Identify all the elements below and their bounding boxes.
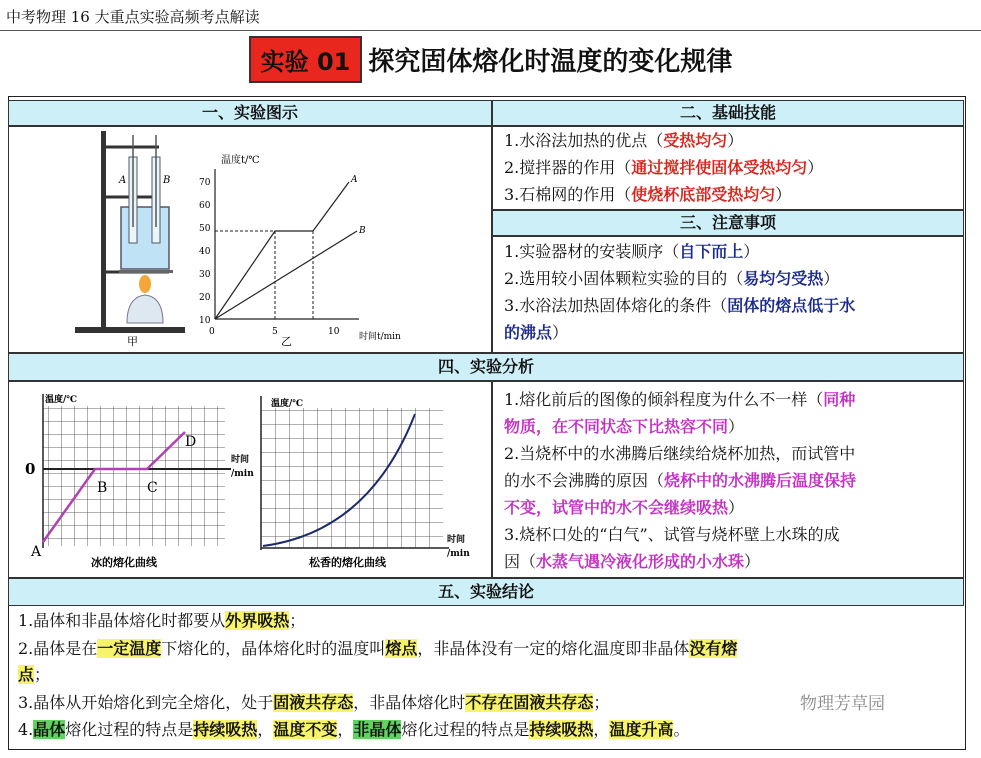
stand-base — [75, 327, 185, 333]
ice-melting-graph — [25, 393, 254, 569]
header-text: 中考物理 16 大重点实验高频考点解读 — [6, 8, 260, 26]
label-yi: 乙 — [281, 335, 292, 348]
ice-ylabel: 温度/℃ — [45, 395, 78, 405]
ice-xlabel: 时间 — [231, 455, 250, 465]
conclusion-1: 1.晶体和非晶体熔化时都要从外界吸热； — [18, 611, 306, 630]
section-header-conclusion: 五、实验结论 — [8, 578, 964, 606]
page-title — [0, 36, 981, 86]
flame — [139, 275, 151, 293]
analysis-1-cont: 物质，在不同状态下比热容不同） — [504, 417, 745, 436]
graph-xlabel: 时间t/min — [359, 332, 401, 342]
point-d: D — [185, 434, 197, 450]
xtick: 0 — [209, 327, 215, 337]
ytick: 30 — [199, 270, 211, 280]
skill-3: 3.石棉网的作用（使烧杯底部受热均匀） — [504, 185, 792, 204]
note-3: 3.水浴法加热固体熔化的条件（固体的熔点低于水 — [504, 296, 856, 315]
beaker — [121, 207, 169, 269]
melting-curves-figure — [9, 382, 491, 577]
tube-a-label: A — [119, 175, 127, 186]
ice-zero-label: 0 — [25, 460, 36, 478]
apparatus-figure — [9, 127, 491, 352]
rosin-caption: 松香的熔化曲线 — [309, 556, 386, 569]
stand-rod — [101, 131, 106, 331]
ytick: 70 — [199, 178, 211, 188]
conclusion-4: 4.晶体熔化过程的特点是持续吸热，温度不变，非晶体熔化过程的特点是持续吸热，温度升高。 — [18, 720, 690, 739]
skill-1: 1.水浴法加热的优点（受热均匀） — [504, 131, 744, 150]
rosin-ylabel: 温度/℃ — [271, 399, 304, 409]
ytick: 10 — [199, 316, 211, 326]
ytick: 20 — [199, 293, 211, 303]
tube-b-label: B — [163, 175, 171, 186]
temp-graph-yi — [199, 153, 401, 348]
analysis-3: 3.烧杯口处的“白气”、试管与烧杯壁上水珠的成 — [504, 525, 840, 544]
label-jia: 甲 — [127, 335, 138, 348]
watermark: 物理芳草园 — [800, 694, 885, 714]
ytick: 40 — [199, 247, 211, 257]
conclusion-2-cont: 点； — [18, 665, 51, 684]
analysis-2-cont2: 不变，试管中的水不会继续吸热） — [504, 498, 745, 517]
ytick: 50 — [199, 224, 211, 234]
analysis-2: 2.当烧杯中的水沸腾后继续给烧杯加热，而试管中 — [504, 444, 856, 463]
conclusion-2: 2.晶体是在一定温度下熔化的，晶体熔化时的温度叫熔点，非晶体没有一定的熔化温度即非晶体没有熔 — [18, 639, 738, 658]
analysis-3-cont: 因（水蒸气遇冷液化形成的小水珠） — [504, 552, 761, 571]
note-2: 2.选用较小固体颗粒实验的目的（易均匀受热） — [504, 269, 840, 288]
analysis-2-cont: 的水不会沸腾的原因（烧杯中的水沸腾后温度保持 — [504, 471, 857, 490]
section-header-analysis: 四、实验分析 — [8, 353, 964, 381]
title-badge: 实验 01 — [249, 36, 363, 83]
section-header-diagram: 一、实验图示 — [8, 100, 492, 126]
rosin-melting-graph — [261, 396, 470, 569]
top-header — [0, 0, 981, 31]
note-1: 1.实验器材的安装顺序（自下而上） — [504, 242, 760, 261]
point-c: C — [147, 480, 158, 496]
point-b: B — [97, 480, 108, 496]
title-text: 探究固体熔化时温度的变化规律 — [368, 47, 733, 77]
ice-caption: 冰的熔化曲线 — [91, 556, 157, 569]
curve-b-label: B — [359, 226, 366, 236]
rosin-xlabel-unit: /min — [447, 549, 470, 559]
ice-xlabel-unit: /min — [231, 469, 254, 479]
note-3-cont: 的沸点） — [504, 323, 569, 342]
analysis-1: 1.熔化前后的图像的倾斜程度为什么不一样（同种 — [504, 390, 856, 409]
xtick: 10 — [328, 327, 340, 337]
conclusion-3: 3.晶体从开始熔化到完全熔化，处于固液共存态，非晶体熔化时不存在固液共存态； — [18, 693, 610, 712]
point-a: A — [31, 544, 42, 560]
rosin-xlabel: 时间 — [447, 535, 466, 545]
gauze — [119, 270, 173, 273]
curve-b — [215, 231, 357, 319]
xtick: 5 — [272, 327, 278, 337]
section-header-skills: 二、基础技能 — [492, 100, 964, 126]
curve-a-label: A — [351, 175, 358, 185]
alcohol-lamp — [127, 295, 163, 323]
section-header-notes: 三、注意事项 — [492, 210, 964, 236]
skill-2: 2.搅拌器的作用（通过搅拌使固体受热均匀） — [504, 158, 824, 177]
curve-a — [215, 182, 349, 319]
graph-ylabel: 温度t/℃ — [221, 155, 260, 166]
ytick: 60 — [199, 201, 211, 211]
